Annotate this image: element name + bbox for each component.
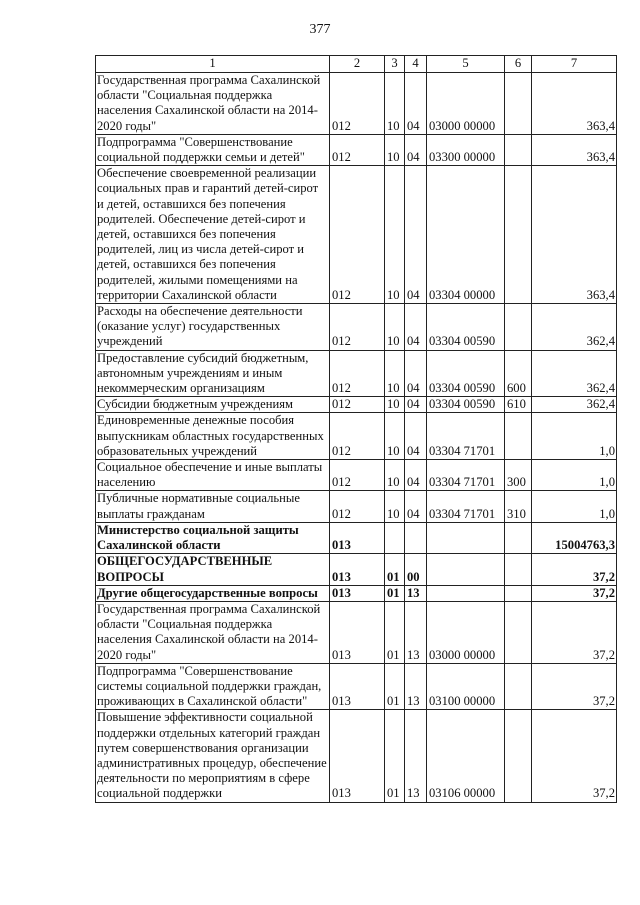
table-row (96, 554, 617, 585)
table-row (96, 601, 617, 663)
row-name-cell: Социальное обеспечение и иные выплаты населению (96, 460, 330, 491)
subsection-cell: 13 (405, 663, 427, 710)
section-cell: 10 (385, 350, 405, 397)
admin-code-cell: 013 (330, 663, 385, 710)
subsection-cell (405, 522, 427, 553)
section-cell: 10 (385, 73, 405, 135)
admin-code-cell: 012 (330, 350, 385, 397)
column-header: 7 (532, 56, 617, 73)
table-row (96, 491, 617, 522)
admin-code-cell: 013 (330, 585, 385, 601)
admin-code-cell: 013 (330, 601, 385, 663)
admin-code-cell: 012 (330, 73, 385, 135)
expense-type-cell (505, 166, 532, 304)
section-cell: 10 (385, 134, 405, 165)
column-header: 5 (427, 56, 505, 73)
target-article-cell: 03106 00000 (427, 710, 505, 802)
subsection-cell: 04 (405, 73, 427, 135)
expense-type-cell (505, 413, 532, 460)
admin-code-cell: 012 (330, 397, 385, 413)
row-name-cell: Государственная программа Сахалинской области "Социальная поддержка населения Сахалинской области на 2014-2020 годы" (96, 73, 330, 135)
table-row (96, 460, 617, 491)
section-cell: 01 (385, 554, 405, 585)
target-article-cell: 03000 00000 (427, 73, 505, 135)
admin-code-cell: 012 (330, 413, 385, 460)
row-name-cell: Публичные нормативные социальные выплаты гражданам (96, 491, 330, 522)
subsection-cell: 13 (405, 601, 427, 663)
section-cell: 10 (385, 397, 405, 413)
table-row (96, 73, 617, 135)
expense-type-cell: 600 (505, 350, 532, 397)
section-cell: 01 (385, 710, 405, 802)
column-header: 4 (405, 56, 427, 73)
subsection-cell: 04 (405, 397, 427, 413)
amount-cell: 37,2 (532, 585, 617, 601)
section-cell: 10 (385, 491, 405, 522)
section-cell (385, 522, 405, 553)
table-row (96, 585, 617, 601)
column-header: 3 (385, 56, 405, 73)
admin-code-cell: 012 (330, 491, 385, 522)
section-cell: 01 (385, 663, 405, 710)
expense-type-cell (505, 304, 532, 351)
amount-cell: 37,2 (532, 710, 617, 802)
amount-cell: 363,4 (532, 134, 617, 165)
row-name-cell: Государственная программа Сахалинской области "Социальная поддержка населения Сахалинской области на 2014-2020 годы" (96, 601, 330, 663)
section-cell: 10 (385, 460, 405, 491)
admin-code-cell: 012 (330, 460, 385, 491)
admin-code-cell: 013 (330, 710, 385, 802)
table-row (96, 134, 617, 165)
section-cell: 10 (385, 166, 405, 304)
subsection-cell: 04 (405, 491, 427, 522)
column-header: 2 (330, 56, 385, 73)
expense-type-cell (505, 554, 532, 585)
table-body (96, 73, 617, 803)
target-article-cell: 03304 00590 (427, 350, 505, 397)
expense-type-cell (505, 601, 532, 663)
amount-cell: 363,4 (532, 166, 617, 304)
target-article-cell (427, 522, 505, 553)
row-name-cell: Подпрограмма "Совершенствование социальной поддержки семьи и детей" (96, 134, 330, 165)
amount-cell: 1,0 (532, 413, 617, 460)
table-header-row (96, 56, 617, 73)
subsection-cell: 04 (405, 413, 427, 460)
amount-cell: 37,2 (532, 554, 617, 585)
section-cell: 10 (385, 304, 405, 351)
admin-code-cell: 012 (330, 166, 385, 304)
table-row (96, 350, 617, 397)
section-cell: 01 (385, 601, 405, 663)
table-row (96, 663, 617, 710)
amount-cell: 362,4 (532, 304, 617, 351)
subsection-cell: 04 (405, 460, 427, 491)
amount-cell: 363,4 (532, 73, 617, 135)
target-article-cell: 03304 00590 (427, 304, 505, 351)
row-name-cell: Предоставление субсидий бюджетным, автономным учреждениям и иным некоммерческим организациям (96, 350, 330, 397)
expense-type-cell (505, 73, 532, 135)
target-article-cell: 03300 00000 (427, 134, 505, 165)
table-row (96, 413, 617, 460)
row-name-cell: Обеспечение своевременной реализации социальных прав и гарантий детей-сирот и детей, оставшихся без попечения родителей. Обеспечение детей-сирот и детей, оставшихся без попечения родителей, лиц из числа детей-сирот и детей, оставшихся без попечения родителей, жилыми помещениями на территории Сахалинской области (96, 166, 330, 304)
section-cell: 01 (385, 585, 405, 601)
admin-code-cell: 013 (330, 522, 385, 553)
admin-code-cell: 013 (330, 554, 385, 585)
subsection-cell: 04 (405, 166, 427, 304)
row-name-cell: Министерство социальной защиты Сахалинской области (96, 522, 330, 553)
table-row (96, 710, 617, 802)
target-article-cell: 03304 00590 (427, 397, 505, 413)
page-number: 377 (309, 22, 331, 37)
section-cell: 10 (385, 413, 405, 460)
subsection-cell: 13 (405, 585, 427, 601)
expense-type-cell (505, 663, 532, 710)
table-row (96, 166, 617, 304)
amount-cell: 37,2 (532, 663, 617, 710)
subsection-cell: 04 (405, 350, 427, 397)
row-name-cell: Повышение эффективности социальной поддержки отдельных категорий граждан путем совершенствования организации административных процедур, обеспечение деятельности по мероприятиям в сфере социальной поддержки (96, 710, 330, 802)
target-article-cell: 03100 00000 (427, 663, 505, 710)
amount-cell: 15004763,3 (532, 522, 617, 553)
target-article-cell: 03304 00000 (427, 166, 505, 304)
subsection-cell: 13 (405, 710, 427, 802)
target-article-cell (427, 554, 505, 585)
subsection-cell: 00 (405, 554, 427, 585)
expense-type-cell (505, 585, 532, 601)
subsection-cell: 04 (405, 304, 427, 351)
target-article-cell: 03304 71701 (427, 460, 505, 491)
admin-code-cell: 012 (330, 134, 385, 165)
expense-type-cell: 300 (505, 460, 532, 491)
target-article-cell (427, 585, 505, 601)
expense-type-cell (505, 522, 532, 553)
table-row (96, 397, 617, 413)
amount-cell: 362,4 (532, 350, 617, 397)
budget-table (95, 55, 617, 803)
table-row (96, 304, 617, 351)
column-header: 1 (96, 56, 330, 73)
target-article-cell: 03304 71701 (427, 491, 505, 522)
expense-type-cell (505, 710, 532, 802)
row-name-cell: Другие общегосударственные вопросы (96, 585, 330, 601)
expense-type-cell: 310 (505, 491, 532, 522)
subsection-cell: 04 (405, 134, 427, 165)
row-name-cell: Расходы на обеспечение деятельности (оказание услуг) государственных учреждений (96, 304, 330, 351)
column-header: 6 (505, 56, 532, 73)
amount-cell: 37,2 (532, 601, 617, 663)
amount-cell: 362,4 (532, 397, 617, 413)
target-article-cell: 03304 71701 (427, 413, 505, 460)
row-name-cell: Субсидии бюджетным учреждениям (96, 397, 330, 413)
row-name-cell: Единовременные денежные пособия выпускникам областных государственных образовательных учреждений (96, 413, 330, 460)
row-name-cell: ОБЩЕГОСУДАРСТВЕННЫЕ ВОПРОСЫ (96, 554, 330, 585)
amount-cell: 1,0 (532, 491, 617, 522)
target-article-cell: 03000 00000 (427, 601, 505, 663)
row-name-cell: Подпрограмма "Совершенствование системы социальной поддержки граждан, проживающих в Сахалинской области" (96, 663, 330, 710)
expense-type-cell: 610 (505, 397, 532, 413)
amount-cell: 1,0 (532, 460, 617, 491)
table-row (96, 522, 617, 553)
admin-code-cell: 012 (330, 304, 385, 351)
expense-type-cell (505, 134, 532, 165)
